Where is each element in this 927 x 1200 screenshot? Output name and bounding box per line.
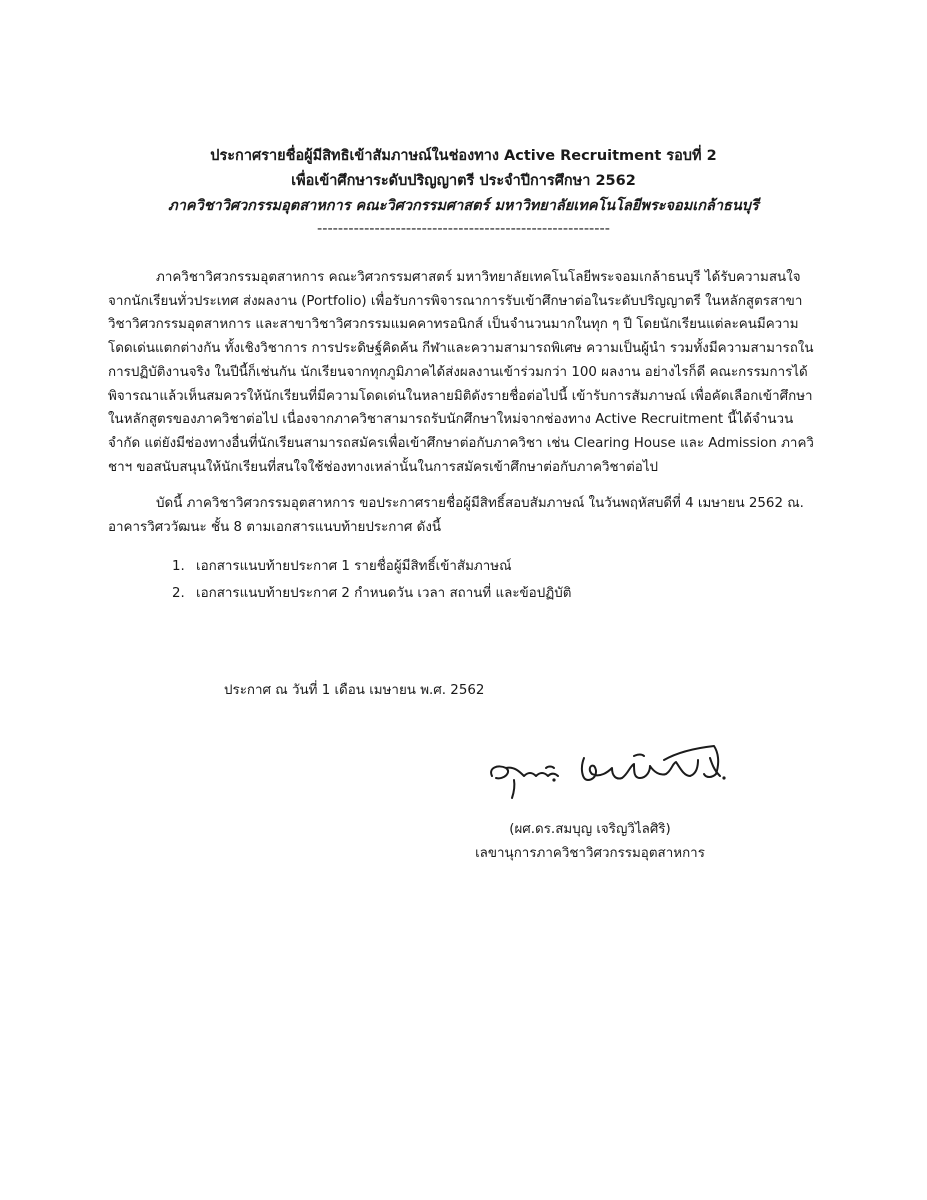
handwritten-signature xyxy=(484,738,744,804)
signatory-name: (ผศ.ดร.สมบุญ เจริญวิไลศิริ) xyxy=(509,822,671,837)
list-item-text: เอกสารแนบท้ายประกาศ 1 รายชื่อผู้มีสิทธิ์เข้าสัมภาษณ์ xyxy=(196,558,512,574)
announcement-date: ประกาศ ณ วันที่ 1 เดือน เมษายน พ.ศ. 2562 xyxy=(224,683,485,698)
header-department: ภาควิชาวิศวกรรมอุตสาหการ คณะวิศวกรรมศาสตร์ มหาวิทยาลัยเทคโนโลยีพระจอมเกล้าธนบุรี xyxy=(168,198,759,214)
list-item-number: 1. xyxy=(172,558,185,574)
list-item xyxy=(108,580,816,607)
signatory-title: เลขานุการภาควิชาวิศวกรรมอุตสาหการ xyxy=(475,846,705,861)
signature-block xyxy=(470,818,710,866)
document-body xyxy=(108,266,816,607)
header-subtitle: เพื่อเข้าศึกษาระดับปริญญาตรี ประจำปีการศึกษา 2562 xyxy=(291,173,636,189)
header-divider: -------------------------------------------------------- xyxy=(316,221,610,237)
body-paragraph-2: บัดนี้ ภาควิชาวิศวกรรมอุตสาหการ ขอประกาศรายชื่อผู้มีสิทธิ์สอบสัมภาษณ์ ในวันพฤหัสบดีที่ 4 เมษายน 2562 ณ. อาคารวิศววัฒนะ ชั้น 8 ตามเอกสารแนบท้ายประกาศ ดังนี้ xyxy=(108,496,804,536)
attachment-list xyxy=(108,553,816,607)
announcement-header xyxy=(100,144,827,242)
header-title: ประกาศรายชื่อผู้มีสิทธิเข้าสัมภาษณ์ในช่องทาง Active Recruitment รอบที่ 2 xyxy=(210,148,717,164)
body-paragraph-1: ภาควิชาวิศวกรรมอุตสาหการ คณะวิศวกรรมศาสตร์ มหาวิทยาลัยเทคโนโลยีพระจอมเกล้าธนบุรี ได้รับความสนใจจากนักเรียนทั่วประเทศ ส่งผลงาน (Portfolio) เพื่อรับการพิจารณาการรับเข้าศึกษาต่อในระดับปริญญาตรี ในหลักสูตรสาขาวิชาวิศวกรรมอุตสาหการ และสาขาวิชาวิศวกรรมแมคคาทรอนิกส์ เป็นจำนวนมากในทุก ๆ ปี โดยนักเรียนแต่ละคนมีความโดดเด่นแตกต่างกัน ทั้งเชิงวิชาการ การประดิษฐ์คิดค้น กีฬาและความสามารถพิเศษ ความเป็นผู้นำ รวมทั้งมีความสามารถในการปฏิบัติงานจริง ในปีนี้ก็เช่นกัน นักเรียนจากทุกภูมิภาคได้ส่งผลงานเข้าร่วมกว่า 100 ผลงาน อย่างไรก็ดี คณะกรรมการได้พิจารณาแล้วเห็นสมควรให้นักเรียนที่มีความโดดเด่นในหลายมิติดังรายชื่อต่อไปนี้ เข้ารับการสัมภาษณ์ เพื่อคัดเลือกเข้าศึกษาในหลักสูตรของภาควิชาต่อไป เนื่องจากภาควิชาสามารถรับนักศึกษาใหม่จากช่องทาง Active Recruitment นี้ได้จำนวนจำกัด แต่ยังมีช่องทางอื่นที่นักเรียนสามารถสมัครเพื่อเข้าศึกษาต่อกับภาควิชา เช่น Clearing House และ Admission ภาควิชาฯ ขอสนับสนุนให้นักเรียนที่สนใจใช้ช่องทางเหล่านั้นในการสมัครเข้าศึกษาต่อกับภาควิชาต่อไป xyxy=(108,270,814,475)
list-item xyxy=(108,553,816,580)
list-item-number: 2. xyxy=(172,585,185,601)
list-item-text: เอกสารแนบท้ายประกาศ 2 กำหนดวัน เวลา สถานที่ และข้อปฏิบัติ xyxy=(196,585,572,601)
